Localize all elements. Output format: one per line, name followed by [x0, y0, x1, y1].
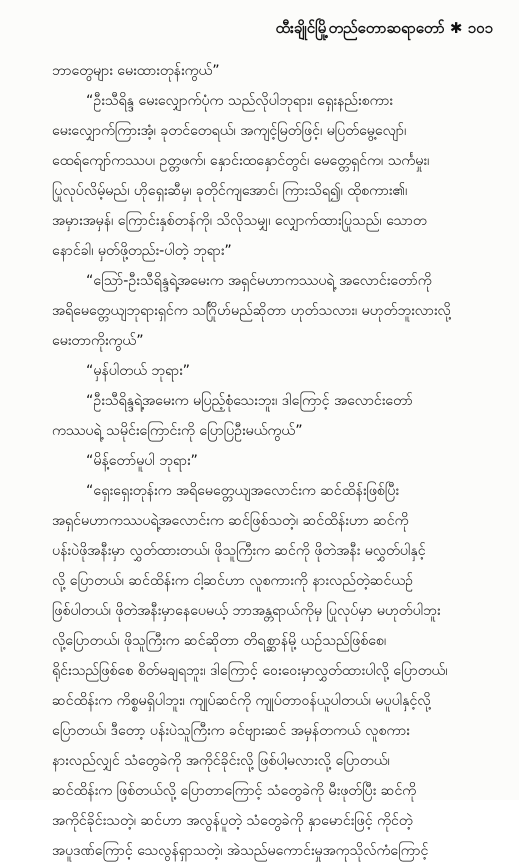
text-line: “ဦးသီရိန္ဒရဲ့အမေးက မပြည့်စုံသေးဘူး၊ ဒါကြောင့် အလောင်းတော် — [86, 393, 413, 409]
text-line: အရှင်မဟာကဿပရဲ့အလောင်းက ဆင်ဖြစ်သတဲ့၊ ဆင်ထိန်းဟာ ဆင်ကို — [52, 513, 409, 529]
text-line: နားလည်လျှင် သံတွေခဲကို အကိုင်ခိုင်းလို့ ဖြစ်ပါ့မလားလို့ ပြောတယ်၊ — [52, 753, 390, 769]
text-line: “ဦးသီရိန္ဒ မေးလျှောက်ပုံက သည်လိုပါဘုရား၊ ရှေးနည်းစကား — [86, 93, 393, 109]
text-line: ထေရ်ကျော်ကဿပ၊ ဥတ္တဖက်၊ နှောင်းထနှောင်တွင်၊ မေတ္တေရှင်က၊ သင်္ကမှုး၊ — [52, 153, 430, 169]
text-line: ဘာတွေများ မေးထားတုန်းကွယ်” — [52, 63, 220, 79]
text-line: ဆင်ထိန်းက ကိစ္စမရှိပါဘူး၊ ကျုပ်ဆင်ကို ကျုပ်တာဝန်ယူပါတယ်၊ မပူပါနှင့်လို့ — [52, 693, 431, 709]
text-line: “ရှေးရှေးတုန်းက အရိမေတ္တေယျအလောင်းက ဆင်ထိန်းဖြစ်ပြီး — [86, 483, 399, 499]
text-line: ပန်းပဲဖိုအနီးမှာ လွှတ်ထားတယ်၊ ဖိုသူကြီးက ဆင်ကို ဖိုတဲအနီး မလွှတ်ပါနှင့် — [52, 543, 426, 559]
text-line: “မှန်ပါတယ် ဘုရား” — [86, 363, 191, 379]
text-line: ဖြစ်ပါတယ်၊ ဖိုတဲအနီးမှာနေပေမယ့် ဘာအန္တရာယ်ကိုမှ ပြုလုပ်မှာ မဟုတ်ပါဘူး — [52, 603, 441, 619]
text-line: “သြော်-ဦးသီရိန္ဒရဲ့အမေးက အရှင်မဟာကဿပရဲ့ အလောင်းတော်ကို — [86, 273, 432, 289]
text-line: မေးလျှောက်ကြားအံ့၊ ခုတင်တေရယ်၊ အကျင့်မြတ်ဖြင့်၊ မပြတ်မွေ့လျော်၊ — [52, 123, 407, 139]
text-line: ပြုလုပ်လိမ့်မည်၊ ဟိုရှေးဆီမှ၊ ခုတိုင်ကျအောင်၊ ကြားသိရ၍၊ ထိုစကား၏၊ — [52, 183, 408, 199]
text-line: လို့ ပြောတယ်၊ ဆင်ထိန်းက ငါ့ဆင်ဟာ လူစကားကို နားလည်တဲ့ဆင်ယဉ် — [52, 573, 414, 589]
text-line: “မိန့်တော်မူပါ ဘုရား” — [86, 453, 198, 469]
text-line: အကိုင်ခိုင်းသတဲ့၊ ဆင်ဟာ အလွန်ပူတဲ့ သံတွေခဲကို နှာမောင်းဖြင့် ကိုင်တဲ့ — [52, 813, 413, 829]
text-line: နောင်ခါ၊ မှတ်ဖို့တည်း-ပါတဲ့ ဘုရား” — [52, 243, 232, 259]
text-line: အမှားအမှန်၊ ကြောင်းနှစ်တန်ကို၊ သိလိုသမျှ၊ လျှောက်ထားပြုသည်၊ သောတ — [52, 213, 427, 229]
running-header: ထီးချိုင်မြို့တည်တောဆရာတော် ✱ ၁၀၁ — [275, 19, 493, 37]
text-line: လို့ပြောတယ်၊ ဖိုသူကြီးက ဆင်ဆိုတာ တိရစ္ဆာန်မို့ ယဉ်သည်ဖြစ်စေ၊ — [52, 633, 387, 649]
text-line: မေးတာကိုးကွယ်” — [52, 333, 144, 349]
text-line: အရိမေတ္တေယျဘုရားရှင်က သင်္ဂြိုဟ်မည်ဆိုတာ ဟုတ်သလား၊ မဟုတ်ဘူးလားလို့ — [52, 303, 451, 319]
text-line: ရိုင်းသည်ဖြစ်စေ စိတ်မချရဘူး၊ ဒါကြောင့် ဝေးဝေးမှာလွှတ်ထားပါလို့ ပြောတယ်၊ — [52, 663, 448, 679]
text-line: ပြောတယ်၊ ဒီတော့ ပန်းပဲသူကြီးက ခင်ဗျားဆင် အမှန်တကယ် လူစကား — [52, 723, 410, 739]
text-line: ကဿပရဲ့ သမိုင်းကြောင်းကို ပြောပြဦးမယ်ကွယ်” — [52, 423, 303, 439]
text-line: ဆင်ထိန်းက ဖြစ်တယ်လို့ ပြောတာကြောင့် သံတွေခဲကို မီးဖုတ်ပြီး ဆင်ကို — [52, 783, 417, 799]
body-text — [52, 56, 492, 866]
text-line: အပူဒဏ်ကြောင့် သေလွန်ရှာသတဲ့၊ အဲသည်မကောင်းမှုအကုသိုလ်ကံကြောင့် — [52, 843, 429, 859]
